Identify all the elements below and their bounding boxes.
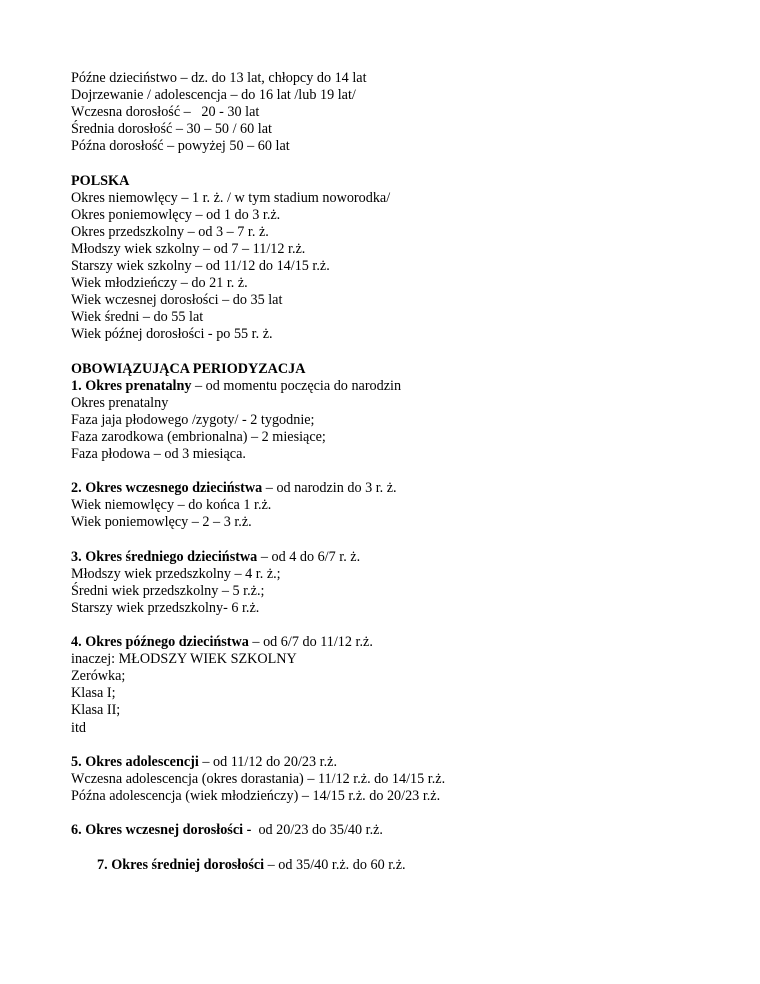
polska-item: Okres poniemowlęcy – od 1 do 3 r.ż.: [71, 206, 281, 223]
section-range: – od 6/7 do 11/12 r.ż.: [248, 634, 373, 651]
section-heading: [71, 549, 711, 566]
section-title: 5. Okres adolescencji: [71, 753, 199, 770]
blank-line: [71, 155, 711, 172]
polska-item: Wiek późnej dorosłości - po 55 r. ż.: [71, 326, 273, 343]
polska-item: Wiek wczesnej dorosłości – do 35 lat: [71, 292, 283, 309]
section-heading: [71, 634, 711, 651]
section-range: – od 11/12 do 20/23 r.ż.: [198, 753, 338, 770]
intro-line: Późna dorosłość – powyżej 50 – 60 lat: [71, 138, 290, 155]
blank-line: [71, 839, 711, 856]
intro-line: Późne dzieciństwo – dz. do 13 lat, chłopcy do 14 lat: [71, 70, 367, 86]
section-range: – od momentu poczęcia do narodzin: [191, 377, 402, 394]
polska-item: Okres niemowlęcy – 1 r. ż. / w tym stadium noworodka/: [71, 189, 391, 206]
polska-item: Młodszy wiek szkolny – od 7 – 11/12 r.ż.: [71, 240, 306, 257]
section-line: Klasa I;: [71, 685, 116, 702]
section-range: – od 4 do 6/7 r. ż.: [257, 548, 361, 565]
section-range: – od 35/40 r.ż. do 60 r.ż.: [264, 857, 406, 874]
section-range: – od narodzin do 3 r. ż.: [262, 480, 397, 497]
blank-line: [71, 344, 711, 361]
section-heading: [71, 754, 711, 771]
polska-item: Wiek średni – do 55 lat: [71, 309, 204, 326]
section-heading: [71, 857, 711, 874]
section-heading: [71, 480, 711, 497]
section-line: Okres prenatalny: [71, 394, 169, 411]
section-line: Późna adolescencja (wiek młodzieńczy) – 14/15 r.ż. do 20/23 r.ż.: [71, 787, 441, 804]
section-title: 6. Okres wczesnej dorosłości -: [71, 822, 252, 839]
section-line: Młodszy wiek przedszkolny – 4 r. ż.;: [71, 565, 281, 582]
section-line: Faza płodowa – od 3 miesiąca.: [71, 446, 246, 463]
section-line: Zerówka;: [71, 668, 126, 685]
section-heading: [71, 378, 711, 395]
section-line: Starszy wiek przedszkolny- 6 r.ż.: [71, 599, 260, 616]
polska-item: Wiek młodzieńczy – do 21 r. ż.: [71, 275, 248, 292]
section-heading: [71, 822, 711, 839]
section-title: 3. Okres średniego dzieciństwa: [71, 548, 258, 565]
section-line: Faza jaja płodowego /zygoty/ - 2 tygodnie;: [71, 411, 315, 428]
intro-line: Średnia dorosłość – 30 – 50 / 60 lat: [71, 121, 272, 138]
blank-line: [71, 737, 711, 754]
blank-line: [71, 463, 711, 480]
section-range: od 20/23 do 35/40 r.ż.: [251, 822, 383, 839]
blank-line: [71, 532, 711, 549]
section-line: Wiek poniemowlęcy – 2 – 3 r.ż.: [71, 514, 252, 531]
section-title: 7. Okres średniej dorosłości: [97, 857, 265, 874]
section-line: Wiek niemowlęcy – do końca 1 r.ż.: [71, 497, 272, 514]
section-line: Klasa II;: [71, 702, 121, 719]
section-line: inaczej: MŁODSZY WIEK SZKOLNY: [71, 651, 297, 668]
section-title: 2. Okres wczesnego dzieciństwa: [71, 480, 263, 497]
intro-line: Wczesna dorosłość – 20 - 30 lat: [71, 104, 260, 121]
section-line: Faza zarodkowa (embrionalna) – 2 miesiące;: [71, 428, 326, 445]
blank-line: [71, 617, 711, 634]
section-title: 1. Okres prenatalny: [71, 377, 192, 394]
section-line: itd: [71, 719, 86, 736]
polska-heading: POLSKA: [71, 172, 130, 189]
document-page: [71, 70, 711, 874]
polska-item: Starszy wiek szkolny – od 11/12 do 14/15 r.ż.: [71, 258, 330, 275]
intro-line: Dojrzewanie / adolescencja – do 16 lat /lub 19 lat/: [71, 87, 356, 104]
section-line: Średni wiek przedszkolny – 5 r.ż.;: [71, 582, 265, 599]
blank-line: [71, 805, 711, 822]
section-title: 4. Okres późnego dzieciństwa: [71, 634, 249, 651]
periodization-heading: OBOWIĄZUJĄCA PERIODYZACJA: [71, 360, 306, 377]
polska-item: Okres przedszkolny – od 3 – 7 r. ż.: [71, 223, 269, 240]
section-line: Wczesna adolescencja (okres dorastania) – 11/12 r.ż. do 14/15 r.ż.: [71, 770, 446, 787]
